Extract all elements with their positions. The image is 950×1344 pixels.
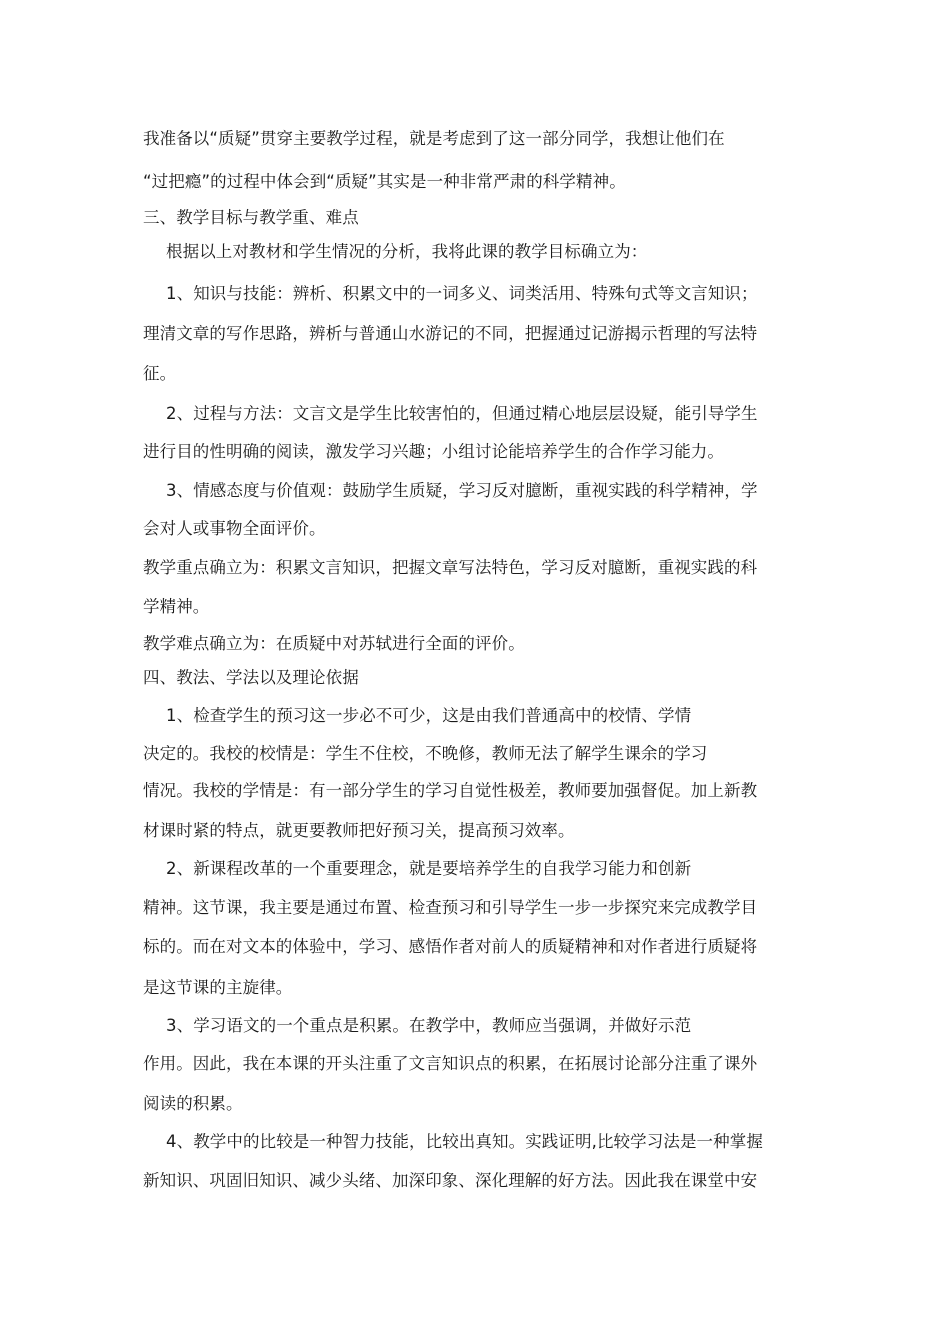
text-line: 1、知识与技能：辨析、积累文中的一词多义、词类活用、特殊句式等文言知识； — [166, 284, 758, 303]
section-heading: 四、教法、学法以及理论依据 — [143, 668, 359, 687]
text-line: 征。 — [143, 364, 177, 383]
text-line: 阅读的积累。 — [143, 1094, 243, 1113]
text-line: “过把瘾”的过程中体会到“质疑”其实是一种非常严肃的科学精神。 — [143, 172, 626, 191]
text-line: 进行目的性明确的阅读，激发学习兴趣；小组讨论能培养学生的合作学习能力。 — [143, 442, 724, 461]
text-line: 3、学习语文的一个重点是积累。在教学中，教师应当强调，并做好示范 — [166, 1016, 692, 1035]
text-line: 3、情感态度与价值观：鼓励学生质疑，学习反对臆断，重视实践的科学精神，学 — [166, 481, 758, 500]
text-line: 4、教学中的比较是一种智力技能，比较出真知。实践证明,比较学习法是一种掌握 — [166, 1132, 763, 1151]
text-line: 教学难点确立为：在质疑中对苏轼进行全面的评价。 — [143, 634, 525, 653]
text-line: 教学重点确立为：积累文言知识，把握文章写法特色，学习反对臆断，重视实践的科 — [143, 558, 758, 577]
text-line: 2、新课程改革的一个重要理念，就是要培养学生的自我学习能力和创新 — [166, 859, 692, 878]
text-line: 标的。而在对文本的体验中，学习、感悟作者对前人的质疑精神和对作者进行质疑将 — [143, 937, 758, 956]
text-line: 决定的。我校的校情是：学生不住校，不晚修，教师无法了解学生课余的学习 — [143, 744, 708, 763]
text-line: 是这节课的主旋律。 — [143, 978, 293, 997]
text-line: 情况。我校的学情是：有一部分学生的学习自觉性极差，教师要加强督促。加上新教 — [143, 781, 758, 800]
text-line: 2、过程与方法：文言文是学生比较害怕的，但通过精心地层层设疑，能引导学生 — [166, 404, 758, 423]
text-line: 会对人或事物全面评价。 — [143, 519, 326, 538]
text-line: 学精神。 — [143, 597, 210, 616]
text-line: 理清文章的写作思路，辨析与普通山水游记的不同，把握通过记游揭示哲理的写法特 — [143, 324, 758, 343]
text-line: 1、检查学生的预习这一步必不可少，这是由我们普通高中的校情、学情 — [166, 706, 692, 725]
text-line: 作用。因此，我在本课的开头注重了文言知识点的积累，在拓展讨论部分注重了课外 — [143, 1054, 758, 1073]
text-line: 材课时紧的特点，就更要教师把好预习关，提高预习效率。 — [143, 821, 575, 840]
text-line: 新知识、巩固旧知识、减少头绪、加深印象、深化理解的好方法。因此我在课堂中安 — [143, 1171, 758, 1190]
text-line: 根据以上对教材和学生情况的分析，我将此课的教学目标确立为： — [166, 242, 648, 261]
text-line: 我准备以“质疑”贯穿主要教学过程，就是考虑到了这一部分同学，我想让他们在 — [143, 129, 725, 148]
section-heading: 三、教学目标与教学重、难点 — [143, 208, 359, 227]
text-line: 精神。这节课，我主要是通过布置、检查预习和引导学生一步一步探究来完成教学目 — [143, 898, 758, 917]
